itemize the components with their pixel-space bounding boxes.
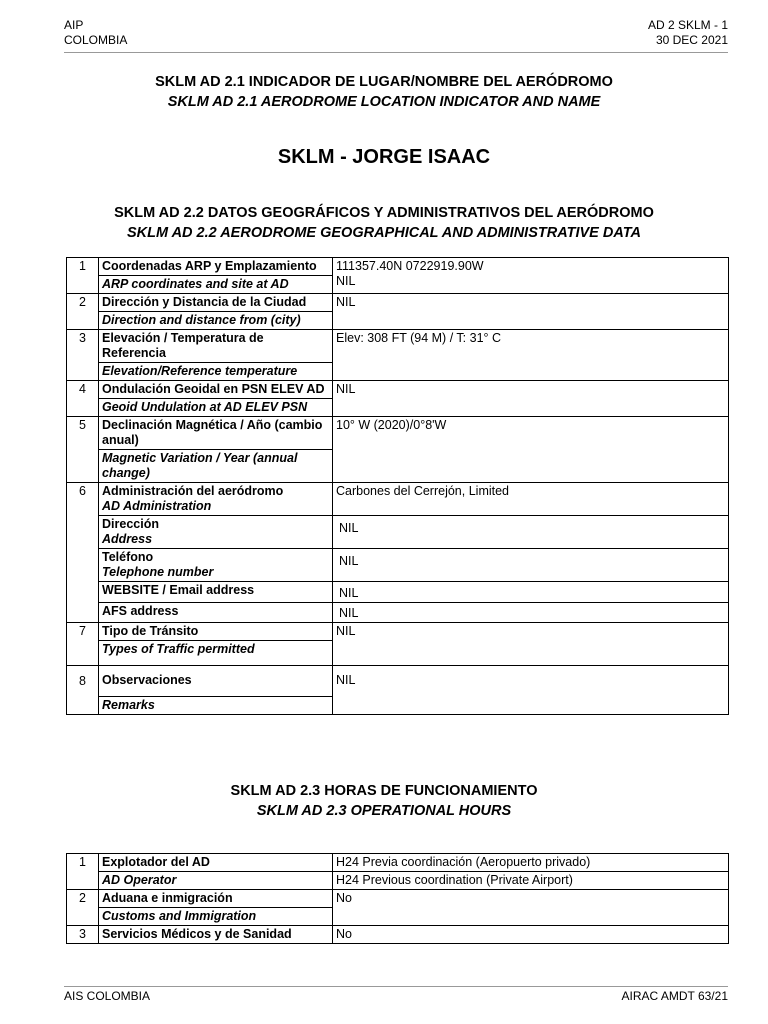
value-cell: No	[333, 926, 729, 944]
page-footer	[64, 986, 728, 1003]
label-en: Magnetic Variation / Year (annual change)	[99, 450, 333, 483]
label-en: Direction and distance from (city)	[99, 312, 333, 330]
header-country: COLOMBIA	[64, 33, 128, 47]
label-es: Explotador del AD	[99, 854, 333, 872]
label-es: Elevación / Temperatura de Referencia	[99, 330, 333, 363]
site-value: NIL	[336, 274, 356, 288]
page-header	[64, 18, 728, 53]
label-telephone	[99, 549, 333, 582]
section-2-3-title	[0, 781, 768, 821]
section-2-3-es: SKLM AD 2.3 HORAS DE FUNCIONAMIENTO	[230, 783, 538, 799]
section-2-1-en: SKLM AD 2.1 AERODROME LOCATION INDICATOR AND NAME	[167, 94, 601, 110]
row-number: 5	[67, 417, 99, 483]
label-es: Administración del aeródromo	[102, 484, 284, 498]
label-en: Geoid Undulation at AD ELEV PSN	[99, 399, 333, 417]
label-es: Ondulación Geoidal en PSN ELEV AD	[99, 381, 333, 399]
label-en: AD Operator	[99, 872, 333, 890]
label-es: Coordenadas ARP y Emplazamiento	[99, 258, 333, 276]
label-en: Telephone number	[102, 565, 214, 579]
section-2-2-title	[0, 203, 768, 243]
value-cell: NIL	[333, 294, 729, 330]
value-cell: NIL	[333, 549, 729, 582]
row-number: 2	[67, 294, 99, 330]
label-admin	[99, 483, 333, 516]
label-en: Remarks	[99, 697, 333, 715]
label-afs: AFS address	[99, 603, 333, 623]
label-en: Types of Traffic permitted	[99, 641, 333, 666]
label-website: WEBSITE / Email address	[99, 582, 333, 603]
row-number: 1	[67, 854, 99, 890]
value-cell: NIL	[333, 623, 729, 666]
row-number: 3	[67, 926, 99, 944]
row-number: 1	[67, 258, 99, 294]
value-cell: H24 Previous coordination (Private Airport)	[333, 872, 729, 890]
label-es: Declinación Magnética / Año (cambio anual)	[99, 417, 333, 450]
label-es: Servicios Médicos y de Sanidad	[99, 926, 333, 944]
label-es: Dirección y Distancia de la Ciudad	[99, 294, 333, 312]
row-number: 7	[67, 623, 99, 666]
section-2-1-title	[0, 72, 768, 112]
label-en: Address	[102, 532, 153, 546]
footer-right: AIRAC AMDT 63/21	[621, 989, 728, 1003]
row-number: 4	[67, 381, 99, 417]
value-cell: NIL	[333, 582, 729, 603]
section-2-2-es: SKLM AD 2.2 DATOS GEOGRÁFICOS Y ADMINISTRATIVOS DEL AERÓDROMO	[114, 205, 654, 221]
footer-left: AIS COLOMBIA	[64, 989, 151, 1003]
coord-value: 111357.40N 0722919.90W	[336, 259, 484, 273]
section-2-1-es: SKLM AD 2.1 INDICADOR DE LUGAR/NOMBRE DEL AERÓDROMO	[155, 74, 613, 90]
label-es: Dirección	[102, 517, 159, 531]
section-2-3-en: SKLM AD 2.3 OPERATIONAL HOURS	[256, 803, 512, 819]
section-2-2-en: SKLM AD 2.2 AERODROME GEOGRAPHICAL AND ADMINISTRATIVE DATA	[127, 225, 641, 241]
label-es: Tipo de Tránsito	[99, 623, 333, 641]
row-number: 8	[67, 666, 99, 715]
label-es: Observaciones	[99, 666, 333, 697]
value-cell: No	[333, 890, 729, 926]
aerodrome-name: SKLM - JORGE ISAAC	[277, 146, 491, 168]
label-address	[99, 516, 333, 549]
header-page-ref: AD 2 SKLM - 1	[647, 18, 728, 32]
value-cell: Elev: 308 FT (94 M) / T: 31° C	[333, 330, 729, 381]
row-number: 6	[67, 483, 99, 623]
value-cell	[333, 258, 729, 294]
label-en: AD Administration	[102, 499, 212, 513]
header-aip: AIP	[64, 18, 84, 32]
value-cell: NIL	[333, 603, 729, 623]
value-cell: NIL	[333, 516, 729, 549]
label-en: Elevation/Reference temperature	[99, 363, 333, 381]
header-date: 30 DEC 2021	[655, 33, 728, 47]
row-number: 2	[67, 890, 99, 926]
value-cell: Carbones del Cerrejón, Limited	[333, 483, 729, 516]
value-cell: 10° W (2020)/0°8'W	[333, 417, 729, 483]
row-number: 3	[67, 330, 99, 381]
value-cell: NIL	[333, 381, 729, 417]
label-es: Aduana e inmigración	[99, 890, 333, 908]
label-en: Customs and Immigration	[99, 908, 333, 926]
label-es: Teléfono	[102, 550, 154, 564]
value-cell: H24 Previa coordinación (Aeropuerto privado)	[333, 854, 729, 872]
label-en: ARP coordinates and site at AD	[99, 276, 333, 294]
geo-admin-table	[66, 257, 729, 715]
value-cell: NIL	[333, 666, 729, 715]
operational-hours-table	[66, 853, 729, 944]
